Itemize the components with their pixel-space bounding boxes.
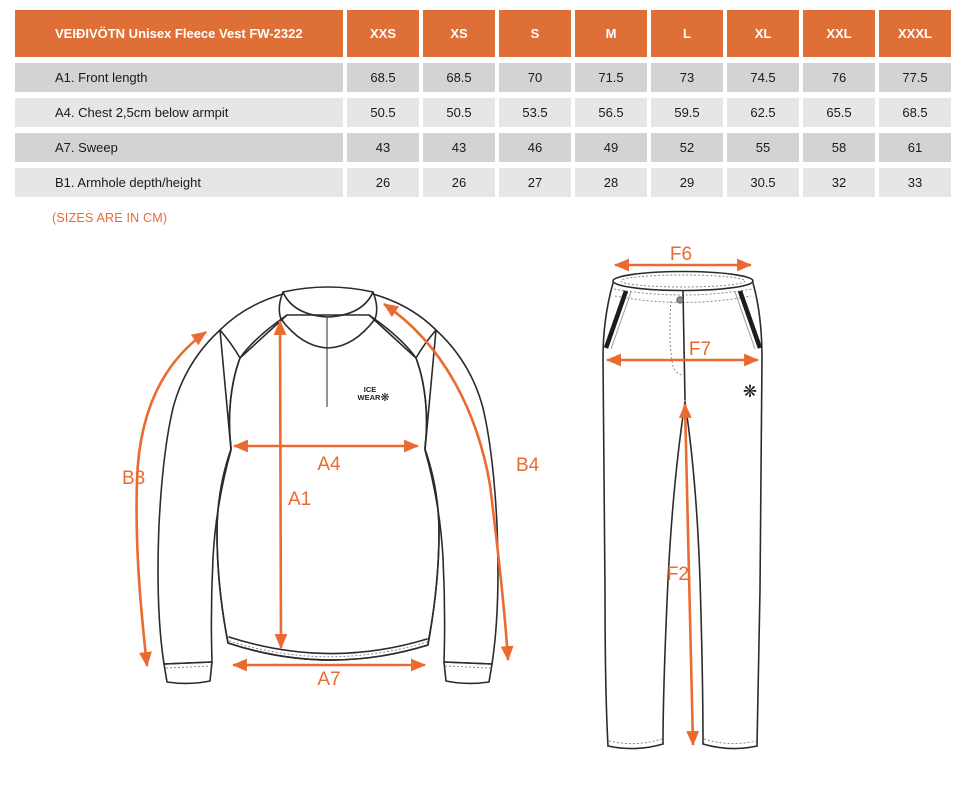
table-value: 68.5 [423,63,495,92]
size-header-xxl: XXL [803,10,875,57]
table-value: 46 [499,133,571,162]
measure-arrow-a1 [280,321,281,648]
size-header-l: L [651,10,723,57]
table-value: 59.5 [651,98,723,127]
logo-line1: ICE [363,385,377,394]
table-value: 29 [651,168,723,197]
measure-label-a4: A4 [317,454,341,475]
table-value: 43 [347,133,419,162]
row-label-a1: A1. Front length [15,63,343,92]
pants-button [677,297,683,303]
measure-label-b4: B4 [516,455,540,476]
measure-label-f7: F7 [688,339,712,360]
table-value: 65.5 [803,98,875,127]
size-header-xl: XL [727,10,799,57]
size-table [15,10,951,197]
table-value: 26 [347,168,419,197]
table-value: 71.5 [575,63,647,92]
table-value: 43 [423,133,495,162]
table-value: 55 [727,133,799,162]
measure-label-f6: F6 [669,244,693,265]
size-header-s: S [499,10,571,57]
table-value: 68.5 [347,63,419,92]
table-value: 30.5 [727,168,799,197]
size-header-xs: XS [423,10,495,57]
table-value: 62.5 [727,98,799,127]
snowflake-icon: ❋ [742,382,758,402]
table-value: 58 [803,133,875,162]
table-value: 61 [879,133,951,162]
table-value: 50.5 [347,98,419,127]
table-value: 70 [499,63,571,92]
row-label-a7: A7. Sweep [15,133,343,162]
table-value: 76 [803,63,875,92]
table-value: 56.5 [575,98,647,127]
table-title: VEIÐIVÖTN Unisex Fleece Vest FW-2322 [15,10,343,57]
measure-label-a1: A1 [288,489,312,510]
table-value: 26 [423,168,495,197]
table-value: 50.5 [423,98,495,127]
table-value: 33 [879,168,951,197]
table-value: 74.5 [727,63,799,92]
table-value: 28 [575,168,647,197]
table-value: 27 [499,168,571,197]
pants-diagram [578,244,778,760]
table-value: 77.5 [879,63,951,92]
table-value: 49 [575,133,647,162]
size-header-xxs: XXS [347,10,419,57]
fleece-jacket-diagram [95,248,575,712]
pants-outline [603,272,762,749]
table-value: 52 [651,133,723,162]
size-header-xxxl: XXXL [879,10,951,57]
table-value: 53.5 [499,98,571,127]
logo-line2: WEAR [357,393,381,402]
snowflake-icon: ❋ [380,391,390,404]
measure-label-a7: A7 [317,669,341,690]
row-label-b1: B1. Armhole depth/height [15,168,343,197]
jacket-outline [158,287,498,683]
table-value: 68.5 [879,98,951,127]
table-value: 32 [803,168,875,197]
table-value: 73 [651,63,723,92]
measure-label-f2: F2 [666,564,689,585]
sizes-in-cm-note: (SIZES ARE IN CM) [52,211,168,225]
measure-label-b3: B3 [122,468,146,489]
row-label-a4: A4. Chest 2,5cm below armpit [15,98,343,127]
size-header-m: M [575,10,647,57]
